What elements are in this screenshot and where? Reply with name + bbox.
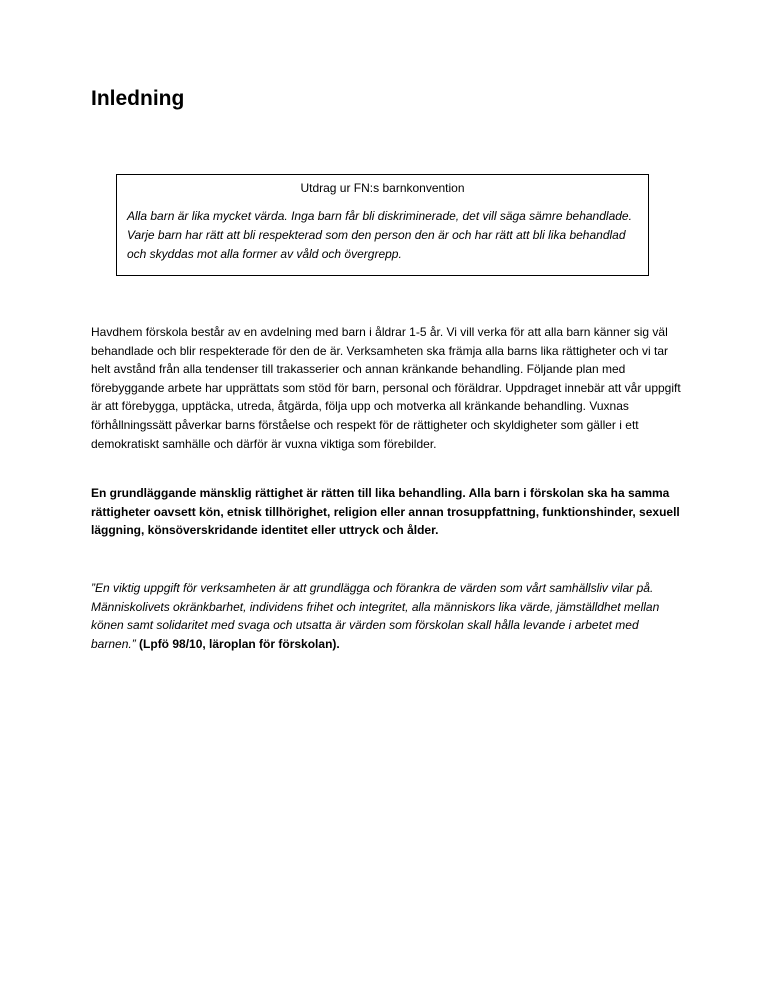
- rights-paragraph: En grundläggande mänsklig rättighet är rätten till lika behandling. Alla barn i förskolan ska ha samma rättigheter oavsett kön, etnisk tillhörighet, religion eller annan trosuppfattning, funktionshinder, sexuell läggning, könsöverskridande identitet eller uttryck och ålder.: [91, 486, 680, 538]
- curriculum-quote-paragraph: [91, 579, 681, 653]
- quote-box-title: Utdrag ur FN:s barnkonvention: [300, 181, 465, 195]
- convention-quote-box: [116, 174, 649, 276]
- page-heading: Inledning: [91, 87, 185, 110]
- quote-box-text: Alla barn är lika mycket värda. Inga barn får bli diskriminerade, det vill säga sämre behandlade. Varje barn har rätt att bli respekterad som den person den är och har rätt att bli lika behandlad och skyddas mot alla former av våld och övergrepp.: [127, 209, 632, 261]
- intro-paragraph: Havdhem förskola består av en avdelning med barn i åldrar 1-5 år. Vi vill verka för att alla barn känner sig väl behandlade och blir respekterade för den de är. Verksamheten ska främja alla barns lika rättigheter och vi tar helt avstånd från alla tendenser till trakasserier och annan kränkande behandling. Följande plan med förebyggande arbete har upprättats som stöd för barn, personal och föräldrar. Uppdraget innebär att vår uppgift är att förebygga, upptäcka, utreda, åtgärda, följa upp och motverka all kränkande behandling. Vuxnas förhållningssätt påverkar barns förståelse och respekt för de rättigheter och skyldigheter som gäller i ett demokratiskt samhälle och därför är vuxna viktiga som förebilder.: [91, 325, 681, 451]
- curriculum-quote-text: ”En viktig uppgift för verksamheten är att grundlägga och förankra de värden som vårt samhällsliv vilar på. Människolivets okränkbarhet, individens frihet och integritet, alla människors lika värde, jämställdhet mellan könen samt solidaritet med svaga och utsatta är värden som förskolan skall hålla levande i arbetet med barnen.”: [91, 581, 660, 651]
- curriculum-reference: (Lpfö 98/10, läroplan för förskolan).: [139, 636, 340, 651]
